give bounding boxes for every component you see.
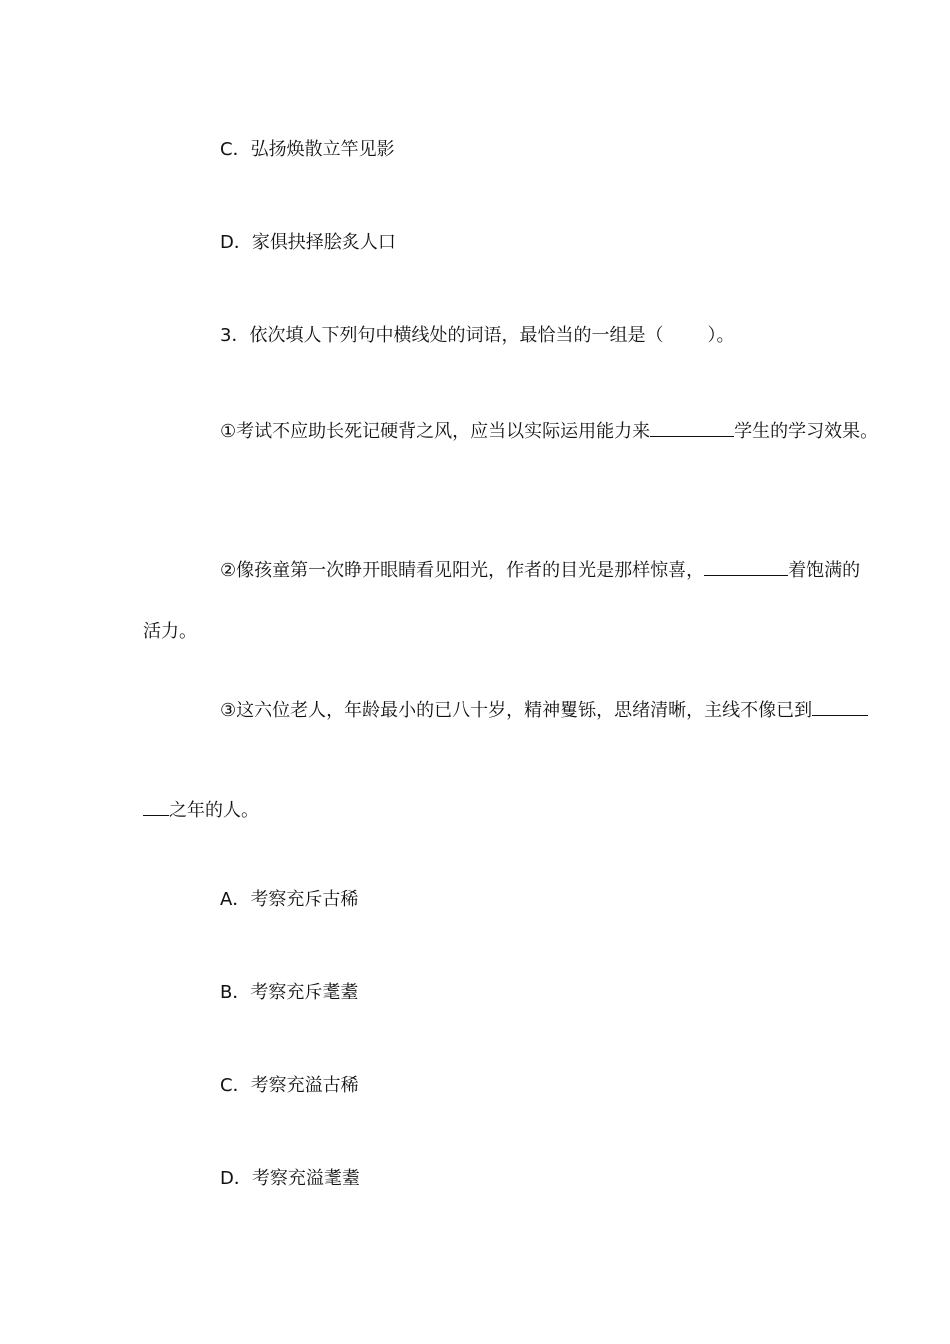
option-a-q3: A．考察充斥古稀 [220, 889, 359, 910]
sentence-2-continuation: 活力。 [143, 621, 197, 642]
sentence-2 [220, 557, 860, 583]
option-c-q2: C．弘扬焕散立竿见影 [220, 139, 395, 160]
sentence-1 [220, 418, 878, 444]
fill-blank-1 [650, 418, 734, 437]
option-b-q3: B．考察充斥耄耋 [220, 982, 359, 1003]
question-3-stem [220, 324, 734, 348]
sentence-3-continuation [143, 797, 259, 823]
option-c-q3: C．考察充溢古稀 [220, 1075, 359, 1096]
sentence-1-before: ①考试不应助长死记硬背之风，应当以实际运用能力来 [220, 421, 651, 442]
fill-blank-2 [704, 557, 788, 576]
sentence-3-before: ③这六位老人，年龄最小的已八十岁，精神矍铄，思绪清晰，主线不像已到 [220, 700, 813, 721]
question-3-stem-suffix: ）。 [707, 325, 735, 346]
fill-blank-3-part-2 [143, 797, 169, 816]
question-3-stem-prefix: 3．依次填人下列句中横线处的词语，最恰当的一组是（ [220, 325, 664, 346]
sentence-3-after: 之年的人。 [169, 800, 259, 821]
sentence-1-after: 学生的学习效果。 [734, 421, 879, 442]
fill-blank-3-part-1 [812, 697, 868, 716]
sentence-3 [220, 697, 868, 723]
sentence-2-after: 着饱满的 [788, 560, 861, 581]
option-d-q3: D．考察充溢耄耋 [220, 1168, 360, 1189]
option-d-q2: D．家俱抉择脍炙人口 [220, 232, 396, 253]
sentence-2-before: ②像孩童第一次睁开眼睛看见阳光，作者的目光是那样惊喜， [220, 560, 705, 581]
